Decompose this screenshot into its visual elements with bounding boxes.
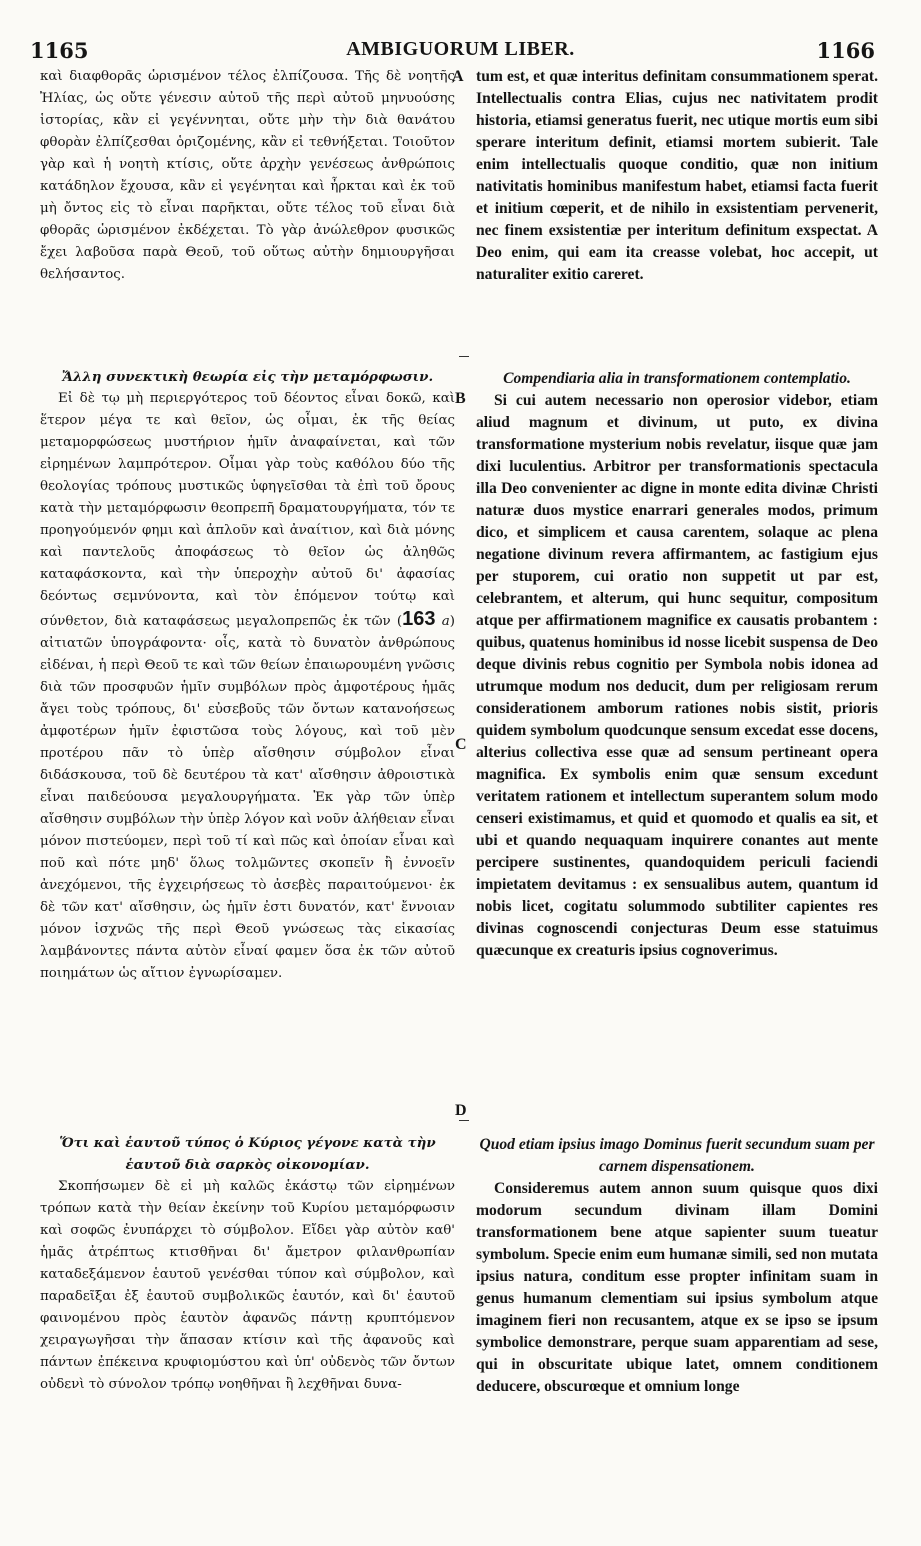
column-number-sub: a bbox=[441, 614, 450, 629]
greek-heading-2: Ἄλλη συνεκτικὴ θεωρία εἰς τὴν μεταμόρφωσιν. bbox=[61, 369, 434, 385]
latin-column-section-3 bbox=[476, 1134, 878, 1398]
greek-column-section-3 bbox=[40, 1132, 455, 1396]
greek-column-section-2 bbox=[40, 366, 455, 985]
greek-paragraph-1: καὶ διαφθορᾶς ὡρισμένον τέλος ἐλπίζουσα. Τῆς δὲ νοητῆς Ἠλίας, ὡς οὔτε γένεσιν αὐτοῦ τῆς περὶ αὐτοῦ μηνυούσης ἱστορίας, κἂν εἰ γεγέννηται, οὔτε μὴν τὴν διὰ θανάτου φθορὰν ἐλπίζεσθαι ὁριζομένης, κἂν εἰ τεθνήξεται. Τοιοῦτον γὰρ καὶ ἡ νοητὴ κτίσις, οὔτε ἀρχὴν γενέσεως ἀνθρώποις κατάδηλον ἔχουσα, κἂν εἰ γεγένηται καὶ ἦρκται καὶ ἐκ τοῦ μὴ ὄντος εἰς τὸ εἶναι παρῆκται, οὔτε τέλος τοῦ εἶναι διὰ φθορᾶς ὡρισμένον ἐκδέχεται. Τὸ γὰρ ἀνώλεθρον φυσικῶς ἔχει λαβοῦσα παρὰ Θεοῦ, τοῦ οὕτως αὐτὴν δημιουργῆσαι θελήσαντος. bbox=[40, 69, 455, 282]
running-title: AMBIGUORUM LIBER. bbox=[346, 38, 575, 60]
greek-paragraph-2 bbox=[40, 388, 455, 985]
page-number-right: 1166 bbox=[816, 38, 875, 63]
greek-paragraph-2-b: ) αἰτιατῶν ὑπογράφοντα· οἷς, κατὰ τὸ δυνατὸν ἀνθρώπους εἰδέναι, ἡ περὶ Θεοῦ τε καὶ τῶν θείων ἐπαιωρουμένη γνῶσις διὰ τῶν προσφυῶν ἡμῖν συμβόλων πρὸς ἀμφοτέρους ἡμᾶς ἄγει τοὺς τρόπους, δι' εὐσεβοῦς τῶν ὄντων κατανοήσεως ἀμφοτέρων ἡμῖν ἐφιστῶσα τοὺς λόγους, καὶ τοῦ μὲν προτέρου πᾶν τὸ ὑπὲρ αἴσθησιν σύμβολον εἶναι διδάσκουσα, τοῦ δὲ δευτέρου τὰ κατ' αἴσθησιν ἀθροιστικὰ εἶναι παιδεύουσα μεγαλουργήματα. Ἐκ γὰρ τῶν ὑπὲρ αἴσθησιν συμβόλων τὴν ὑπὲρ λόγον καὶ νοῦν ἀλήθειαν εἶναι μόνον πιστεύομεν, περὶ τοῦ τί καὶ πῶς καὶ ὁποίαν εἶναι καὶ ποῦ καὶ πότε μηδ' ὅλως τολμῶντες σκοπεῖν ἢ ἐννοεῖν ἀνεχόμενοι, τῆς ἐγχειρήσεως τὸ ἀσεβὲς παραιτούμενοι· ἐκ δὲ τῶν κατ' αἴσθησιν, ὡς ἡμῖν ἐστι δυνατόν, κατ' ἔννοιαν μόνον ἰσχνῶς τῆς περὶ Θεοῦ γνώσεως τὰς εἰκασίας λαμβάνοντες πάντα αὐτὸν εἶναί φαμεν ὅσα ἐκ τῶν αὐτοῦ ποιημάτων ὡς αἴτιον ἐγνωρίσαμεν. bbox=[40, 614, 455, 981]
margin-letter-b: B bbox=[455, 390, 466, 407]
gutter-rule-2 bbox=[459, 1120, 469, 1121]
latin-paragraph-1: tum est, et quæ interitus definitam consummationem sperat. Intellectualis contra Elias, cujus nec nativitatem prodit historia, etiamsi generatus fuerit, nec utique mortis eum sibi sperare interitum definit, etiamsi mortem subierit. Tale enim intellectualis quoque conditio, quæ non initium nativitatis hominibus manifestum habet, etiamsi facta fuerit et initium cœperit, et de nihilo in exsistentiam pervenerit, nec finem exsistentiæ per interitum definitum exspectat. A Deo enim, qui eam ita creasse volebat, hoc accepit, ut naturaliter exitio careret. bbox=[476, 68, 878, 283]
latin-paragraph-2: Si cui autem necessario non operosior videbor, etiam aliud magnum et divinum, ut puto, ex divina transformatione mysterium nobis revelatur, iisque quæ jam dixi luculentius. Arbitror per transformationis spectacula illa Deo convenienter ac digne in monte edita divinæ Christi naturæ duos mystice enarrari generales modos, primum dico, et simplicem et causa carentem, solaque ac plena negatione divinum revera affirmantem, ac fastigium ejus per stuporem, cui oratio non suppetit ut par est, celebrantem, et alterum, qui hunc sequitur, compositum atque per affirmationem magnifice ex causatis probantem : quibus, quatenus hominibus id nosse licebit suspensa de Deo deque divinis rebus cognitio per Symbola nobis idonea ad utrumque modum nos deducit, dum per religiosam rerum considerationem amborum rationes nobis sistit, prioris quidem symbolum quodcunque sensum excedat esse docens, alterius collectiva esse quæ ad sensum pertineant opera magnifica. Ex symbolis enim quæ sensum excedunt veritatem rationem et intellectum superantem solum modo censeri existimamus, et quid et quomodo et qualis ea sit, et ubi et quando nequaquam inquirere conantes aut mente percipere sustinentes, quandoquidem periculi faciendi impietatem devitamus : ex sensualibus autem, quantum id nobis licet, cogitatu solummodo subtiliter capientes res divinas cognoscendi conjecturas Deum esse statuimus quæcunque ex creaturis ipsius cognoverimus. bbox=[476, 392, 878, 959]
latin-heading-3: Quod etiam ipsius imago Dominus fuerit secundum suam per carnem dispensationem. bbox=[479, 1136, 875, 1175]
latin-column-section-2 bbox=[476, 368, 878, 962]
margin-letter-c: C bbox=[455, 736, 467, 753]
greek-heading-3: Ὅτι καὶ ἑαυτοῦ τύπος ὁ Κύριος γέγονε κατὰ τὴν ἑαυτοῦ διὰ σαρκὸς οἰκονομίαν. bbox=[59, 1135, 436, 1173]
latin-paragraph-3: Consideremus autem annon suum quisque quos dixi modorum secundum divinam illam Domini transformationem bene atque sapienter suum tueatur symbolum. Specie enim eum humanæ simili, sed non mutata ipsius natura, conditum esse propter infinitam suam in genus humanum clementiam sui ipsius symbolum atque imaginem fieri non recusantem, atque ex se ipso se ipsum symbolice demonstrare, perque suam apparentiam ad sese, qui in obscuritate ubique latet, omnem conditionem deducere, obscurœque et omnium longe bbox=[476, 1180, 878, 1395]
greek-paragraph-3: Σκοπήσωμεν δὲ εἰ μὴ καλῶς ἑκάστῳ τῶν εἰρημένων τρόπων κατὰ τὴν θείαν ἐκείνην τοῦ Κυρίου μεταμόρφωσιν καὶ σοφῶς ἐνυπάρχει τὸ σύμβολον. Εἴδει γὰρ αὐτὸν καθ' ἡμᾶς ἀτρέπτως κτισθῆναι δι' ἄμετρον φιλανθρωπίαν καταδεξάμενον ἑαυτοῦ γενέσθαι τύπον καὶ σύμβολον, καὶ παραδεῖξαι ἐξ ἑαυτοῦ συμβολικῶς ἑαυτόν, καὶ δι' ἑαυτοῦ φαινομένου πρὸς ἑαυτὸν ἀφανῶς πάντῃ κρυπτόμενον χειραγωγῆσαι τὴν ἅπασαν κτίσιν καὶ τῆς ἀφανοῦς καὶ πάντων ἐπέκεινα κρυφιομύστου καὶ ὑπ' οὐδενὸς τῶν ὄντων οὐδενὶ τὸ σύνολον τρόπῳ νοηθῆναι ἢ λεχθῆναι δυνα- bbox=[40, 1179, 455, 1392]
margin-letter-d: D bbox=[455, 1102, 467, 1119]
margin-letter-a: A bbox=[452, 68, 464, 85]
latin-heading-2: Compendiaria alia in transformationem contemplatio. bbox=[503, 370, 851, 387]
greek-paragraph-2-a: Εἰ δὲ τῳ μὴ περιεργότερος τοῦ δέοντος εἶναι δοκῶ, καὶ ἕτερον μέγα τε καὶ θεῖον, ὡς οἶμαι, ἐκ τῆς θείας μεταμορφώσεως μυστήριον ἡμῖν ἀναφαίνεται, καὶ τῶν εἰρημένων λαμπρότερον. Οἶμαι γὰρ τοὺς καθόλου δύο τῆς θεολογίας τρόπους μυστικῶς ὑφηγεῖσθαι τὰ ἐπὶ τοῦ ὄρους κατὰ τὴν μεταμόρφωσιν θεοπρεπῆ δραματουργήματα, τόν τε προηγούμενόν φημι καὶ ἁπλοῦν καὶ ἀναίτιον, καὶ διὰ μόνης καὶ παντελοῦς ἀποφάσεως τὸ θεῖον ὡς ἀληθῶς καταφάσκοντα, καὶ τὴν ὑπεροχὴν αὐτοῦ δι' ἀφασίας δεόντως σεμνύνοντα, καὶ τὸν ἑπόμενον τούτῳ καὶ σύνθετον, διὰ καταφάσεως μεγαλοπρεπῶς ἐκ τῶν ( bbox=[40, 391, 455, 629]
page-header bbox=[0, 38, 921, 62]
greek-column-section-1 bbox=[40, 66, 455, 286]
column-number-marker: 163 bbox=[402, 608, 436, 630]
gutter-rule-1 bbox=[459, 356, 469, 357]
page-number-left: 1165 bbox=[30, 38, 89, 63]
latin-column-section-1 bbox=[476, 66, 878, 286]
